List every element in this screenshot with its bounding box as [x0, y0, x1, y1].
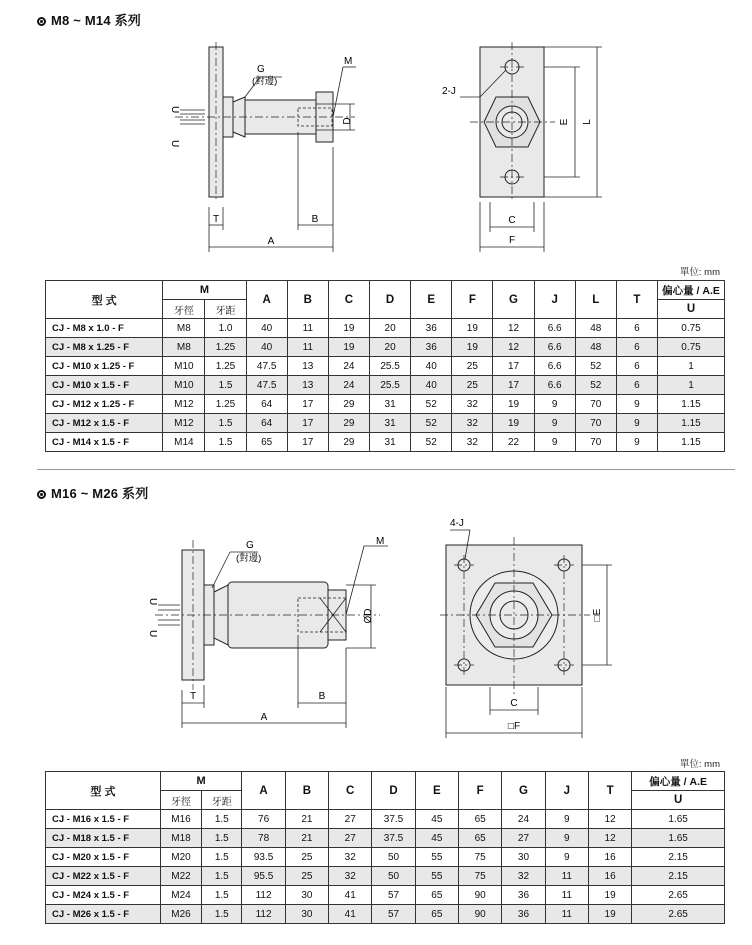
bullet-icon: [37, 490, 46, 499]
cell-m-dia: M24: [160, 886, 201, 905]
cell-m-dia: M22: [160, 867, 201, 886]
cell-value: 30: [285, 905, 328, 924]
label-B: B: [318, 691, 326, 702]
table-row: [46, 886, 725, 905]
label-E: E: [559, 118, 570, 126]
cell-value: 19: [588, 905, 631, 924]
header-col-8: L: [575, 281, 616, 319]
label-U-bottom: U: [169, 140, 180, 148]
cell-model: CJ - M26 x 1.5 - F: [46, 905, 161, 924]
cell-value: 40: [411, 357, 452, 376]
header-col-0: A: [246, 281, 287, 319]
cell-m-dia: M26: [160, 905, 201, 924]
cell-value: 52: [411, 395, 452, 414]
cell-deflection-u: 2.15: [632, 867, 725, 886]
cell-deflection-u: 0.75: [658, 338, 725, 357]
cell-model: CJ - M14 x 1.5 - F: [46, 433, 163, 452]
cell-value: 9: [534, 433, 575, 452]
cell-value: 36: [411, 338, 452, 357]
cell-value: 64: [246, 395, 287, 414]
cell-value: 6.6: [534, 319, 575, 338]
cell-m-pitch: 1.5: [202, 886, 242, 905]
cell-value: 25.5: [370, 357, 411, 376]
cell-value: 31: [370, 433, 411, 452]
section-divider: [37, 469, 735, 470]
cell-value: 17: [287, 395, 328, 414]
label-B: B: [311, 214, 319, 225]
cell-model: CJ - M12 x 1.25 - F: [46, 395, 163, 414]
table-row: [46, 376, 725, 395]
cell-value: 50: [372, 867, 415, 886]
cell-deflection-u: 1.15: [658, 414, 725, 433]
header-col-5: F: [452, 281, 493, 319]
cell-model: CJ - M20 x 1.5 - F: [46, 848, 161, 867]
cell-m-pitch: 1.25: [205, 395, 246, 414]
cell-value: 52: [575, 376, 616, 395]
cell-m-pitch: 1.5: [205, 376, 246, 395]
header-col-7: J: [534, 281, 575, 319]
cell-value: 25: [285, 848, 328, 867]
header-m-dia: 牙徑: [163, 300, 205, 319]
cell-value: 36: [502, 886, 545, 905]
cell-value: 75: [458, 867, 501, 886]
table-row: [46, 905, 725, 924]
header-col-7: J: [545, 772, 588, 810]
section1-title: M8 ~ M14 系列: [37, 10, 141, 29]
header-col-6: G: [493, 281, 534, 319]
table-row: [46, 338, 725, 357]
label-U-bottom: U: [147, 630, 158, 638]
cell-value: 64: [246, 414, 287, 433]
cell-value: 9: [616, 395, 657, 414]
cell-value: 9: [534, 414, 575, 433]
table-row: [46, 395, 725, 414]
cell-value: 57: [372, 905, 415, 924]
cell-m-pitch: 1.5: [205, 433, 246, 452]
cell-value: 9: [545, 829, 588, 848]
cell-value: 65: [458, 829, 501, 848]
cell-value: 36: [411, 319, 452, 338]
cell-m-dia: M12: [163, 395, 205, 414]
cell-value: 6.6: [534, 357, 575, 376]
cell-value: 50: [372, 848, 415, 867]
header-model: 型 式: [46, 281, 163, 319]
cell-value: 65: [415, 905, 458, 924]
cell-value: 17: [287, 414, 328, 433]
table-row: [46, 848, 725, 867]
cell-value: 25.5: [370, 376, 411, 395]
label-U-top: U: [147, 598, 158, 606]
cell-m-pitch: 1.5: [202, 867, 242, 886]
cell-value: 29: [328, 433, 369, 452]
cell-deflection-u: 1.15: [658, 433, 725, 452]
label-T: T: [189, 691, 197, 702]
cell-value: 17: [493, 357, 534, 376]
cell-value: 12: [588, 810, 631, 829]
label-G-sub: (對邊): [252, 76, 278, 87]
cell-value: 19: [328, 338, 369, 357]
cell-value: 112: [242, 886, 285, 905]
label-G-sub: (對邊): [236, 553, 262, 564]
cell-value: 20: [370, 319, 411, 338]
cell-m-pitch: 1.5: [205, 414, 246, 433]
label-U-top: U: [169, 106, 180, 114]
cell-value: 90: [458, 905, 501, 924]
cell-value: 52: [411, 414, 452, 433]
cell-value: 11: [545, 905, 588, 924]
label-F: F: [508, 235, 516, 246]
cell-value: 27: [329, 829, 372, 848]
cell-value: 78: [242, 829, 285, 848]
cell-value: 27: [502, 829, 545, 848]
cell-value: 65: [246, 433, 287, 452]
cell-value: 112: [242, 905, 285, 924]
cell-deflection-u: 0.75: [658, 319, 725, 338]
cell-value: 30: [502, 848, 545, 867]
section2-spec-table: [45, 771, 725, 924]
header-m-dia: 牙徑: [160, 791, 201, 810]
cell-model: CJ - M12 x 1.5 - F: [46, 414, 163, 433]
cell-value: 90: [458, 886, 501, 905]
cell-value: 32: [329, 848, 372, 867]
cell-value: 32: [452, 395, 493, 414]
cell-value: 12: [493, 338, 534, 357]
header-col-0: A: [242, 772, 285, 810]
cell-m-pitch: 1.5: [202, 848, 242, 867]
cell-value: 52: [411, 433, 452, 452]
cell-value: 65: [415, 886, 458, 905]
cell-value: 6: [616, 319, 657, 338]
label-M: M: [376, 536, 385, 547]
cell-value: 70: [575, 395, 616, 414]
header-col-1: B: [285, 772, 328, 810]
label-G: G: [257, 64, 265, 75]
cell-value: 9: [534, 395, 575, 414]
cell-value: 29: [328, 395, 369, 414]
label-A: A: [267, 236, 275, 247]
section2-side-view-drawing: [140, 530, 390, 735]
cell-model: CJ - M16 x 1.5 - F: [46, 810, 161, 829]
cell-model: CJ - M24 x 1.5 - F: [46, 886, 161, 905]
cell-value: 9: [545, 810, 588, 829]
cell-value: 41: [329, 886, 372, 905]
header-col-8: T: [588, 772, 631, 810]
cell-value: 47.5: [246, 357, 287, 376]
cell-value: 24: [328, 376, 369, 395]
table-row: [46, 867, 725, 886]
header-col-5: F: [458, 772, 501, 810]
cell-value: 40: [411, 376, 452, 395]
cell-value: 36: [502, 905, 545, 924]
cell-model: CJ - M22 x 1.5 - F: [46, 867, 161, 886]
cell-value: 37.5: [372, 829, 415, 848]
cell-value: 30: [285, 886, 328, 905]
cell-m-pitch: 1.5: [202, 905, 242, 924]
cell-value: 6: [616, 338, 657, 357]
cell-value: 6: [616, 357, 657, 376]
cell-value: 6: [616, 376, 657, 395]
cell-value: 32: [329, 867, 372, 886]
header-m-pitch: 牙距: [205, 300, 246, 319]
cell-value: 11: [545, 886, 588, 905]
header-m: M: [160, 772, 242, 791]
cell-value: 9: [616, 414, 657, 433]
cell-deflection-u: 1: [658, 376, 725, 395]
cell-m-dia: M16: [160, 810, 201, 829]
header-col-3: D: [370, 281, 411, 319]
cell-deflection-u: 2.15: [632, 848, 725, 867]
cell-model: CJ - M10 x 1.25 - F: [46, 357, 163, 376]
cell-value: 16: [588, 867, 631, 886]
table-row: [46, 810, 725, 829]
cell-model: CJ - M8 x 1.0 - F: [46, 319, 163, 338]
cell-m-pitch: 1.5: [202, 810, 242, 829]
cell-value: 25: [452, 357, 493, 376]
label-4J: 4-J: [450, 518, 464, 529]
cell-value: 11: [287, 319, 328, 338]
cell-value: 40: [246, 338, 287, 357]
section1-side-view-drawing: [160, 42, 360, 260]
cell-model: CJ - M8 x 1.25 - F: [46, 338, 163, 357]
header-col-4: E: [411, 281, 452, 319]
cell-value: 12: [588, 829, 631, 848]
cell-value: 11: [287, 338, 328, 357]
cell-value: 9: [616, 433, 657, 452]
label-C: C: [510, 698, 518, 709]
cell-value: 17: [493, 376, 534, 395]
cell-value: 13: [287, 376, 328, 395]
cell-value: 19: [493, 395, 534, 414]
cell-value: 57: [372, 886, 415, 905]
header-deflection: 偏心量 / A.E: [632, 772, 725, 791]
cell-value: 55: [415, 867, 458, 886]
cell-deflection-u: 1: [658, 357, 725, 376]
cell-m-dia: M18: [160, 829, 201, 848]
label-G: G: [246, 540, 254, 551]
cell-m-dia: M10: [163, 357, 205, 376]
cell-deflection-u: 2.65: [632, 905, 725, 924]
cell-value: 20: [370, 338, 411, 357]
cell-value: 45: [415, 810, 458, 829]
cell-value: 19: [452, 338, 493, 357]
label-D: D: [342, 117, 353, 125]
cell-value: 70: [575, 414, 616, 433]
cell-value: 76: [242, 810, 285, 829]
cell-value: 6.6: [534, 338, 575, 357]
header-col-2: C: [329, 772, 372, 810]
section2-front-view-drawing: [440, 515, 620, 740]
cell-value: 25: [285, 867, 328, 886]
cell-value: 27: [329, 810, 372, 829]
cell-value: 31: [370, 414, 411, 433]
cell-value: 29: [328, 414, 369, 433]
cell-value: 41: [329, 905, 372, 924]
header-u: U: [658, 300, 725, 319]
table-row: [46, 414, 725, 433]
cell-value: 6.6: [534, 376, 575, 395]
cell-m-dia: M12: [163, 414, 205, 433]
label-C: C: [508, 215, 516, 226]
cell-m-dia: M8: [163, 338, 205, 357]
section2-table-body: [46, 810, 725, 924]
section1-front-view-drawing: [440, 42, 620, 260]
cell-m-pitch: 1.5: [202, 829, 242, 848]
cell-value: 70: [575, 433, 616, 452]
cell-value: 21: [285, 829, 328, 848]
label-M: M: [344, 56, 353, 67]
cell-value: 19: [588, 886, 631, 905]
table-row: [46, 829, 725, 848]
cell-value: 55: [415, 848, 458, 867]
cell-value: 16: [588, 848, 631, 867]
cell-model: CJ - M10 x 1.5 - F: [46, 376, 163, 395]
cell-m-dia: M20: [160, 848, 201, 867]
cell-value: 9: [545, 848, 588, 867]
header-u: U: [632, 791, 725, 810]
cell-value: 45: [415, 829, 458, 848]
cell-value: 21: [285, 810, 328, 829]
cell-value: 40: [246, 319, 287, 338]
header-col-6: G: [502, 772, 545, 810]
header-col-2: C: [328, 281, 369, 319]
unit-label-2: 單位: mm: [679, 759, 720, 770]
cell-deflection-u: 2.65: [632, 886, 725, 905]
cell-value: 11: [545, 867, 588, 886]
header-deflection: 偏心量 / A.E: [658, 281, 725, 300]
header-m-pitch: 牙距: [202, 791, 242, 810]
bullet-icon: [37, 17, 46, 26]
label-2J: 2-J: [442, 86, 456, 97]
cell-deflection-u: 1.65: [632, 810, 725, 829]
cell-value: 17: [287, 433, 328, 452]
cell-deflection-u: 1.15: [658, 395, 725, 414]
table-row: [46, 357, 725, 376]
header-col-4: E: [415, 772, 458, 810]
section2-title: M16 ~ M26 系列: [37, 483, 148, 502]
cell-value: 25: [452, 376, 493, 395]
cell-m-pitch: 1.0: [205, 319, 246, 338]
label-A: A: [260, 712, 268, 723]
cell-value: 32: [502, 867, 545, 886]
cell-value: 75: [458, 848, 501, 867]
cell-value: 19: [328, 319, 369, 338]
cell-value: 32: [452, 433, 493, 452]
label-T: T: [212, 214, 220, 225]
cell-value: 19: [493, 414, 534, 433]
section1-table-body: [46, 319, 725, 452]
header-m: M: [163, 281, 246, 300]
cell-value: 93.5: [242, 848, 285, 867]
table-row: [46, 433, 725, 452]
label-D: ØD: [363, 608, 374, 624]
label-F: □F: [507, 721, 521, 732]
cell-value: 24: [328, 357, 369, 376]
cell-value: 48: [575, 338, 616, 357]
cell-value: 65: [458, 810, 501, 829]
cell-value: 37.5: [372, 810, 415, 829]
cell-m-pitch: 1.25: [205, 357, 246, 376]
label-E: □E: [592, 608, 603, 622]
cell-m-pitch: 1.25: [205, 338, 246, 357]
header-col-3: D: [372, 772, 415, 810]
header-model: 型 式: [46, 772, 161, 810]
cell-value: 31: [370, 395, 411, 414]
cell-deflection-u: 1.65: [632, 829, 725, 848]
header-col-1: B: [287, 281, 328, 319]
cell-m-dia: M8: [163, 319, 205, 338]
cell-m-dia: M14: [163, 433, 205, 452]
cell-value: 32: [452, 414, 493, 433]
cell-value: 22: [493, 433, 534, 452]
cell-value: 52: [575, 357, 616, 376]
header-col-9: T: [616, 281, 657, 319]
label-L: L: [582, 119, 593, 125]
cell-value: 47.5: [246, 376, 287, 395]
cell-model: CJ - M18 x 1.5 - F: [46, 829, 161, 848]
section1-spec-table: [45, 280, 725, 452]
cell-value: 24: [502, 810, 545, 829]
cell-value: 13: [287, 357, 328, 376]
cell-value: 95.5: [242, 867, 285, 886]
cell-value: 12: [493, 319, 534, 338]
cell-value: 19: [452, 319, 493, 338]
unit-label-1: 單位: mm: [679, 267, 720, 278]
table-row: [46, 319, 725, 338]
cell-m-dia: M10: [163, 376, 205, 395]
cell-value: 48: [575, 319, 616, 338]
